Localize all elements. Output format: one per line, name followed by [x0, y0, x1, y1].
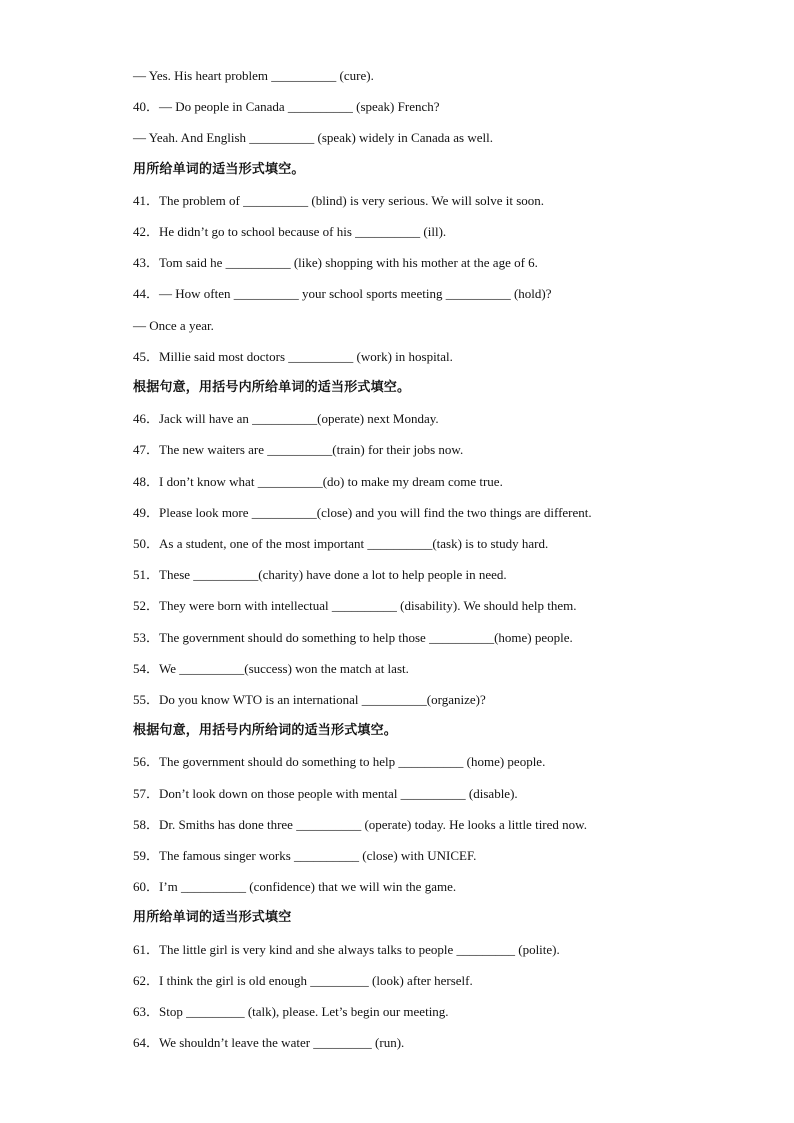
exercise-line: 50．As a student, one of the most important __________(task) is to study hard.: [133, 536, 549, 551]
exercise-line: 51．These __________(charity) have done a lot to help people in need.: [133, 567, 507, 583]
exercise-line: 42．He didn’t go to school because of his __________ (ill).: [133, 224, 447, 239]
exercise-line: 58．Dr. Smiths has done three __________ (operate) today. He looks a little tired now.: [133, 816, 587, 832]
exercise-line: 53．The government should do something to help those __________(home) people.: [133, 629, 573, 645]
exercise-line: 49．Please look more __________(close) and you will find the two things are different.: [133, 504, 592, 520]
exercise-line: 63．Stop _________ (talk), please. Let’s begin our meeting.: [133, 1004, 449, 1019]
exercise-line: 40．— Do people in Canada __________ (speak) French?: [133, 99, 440, 115]
exercise-line: 55．Do you know WTO is an international __________(organize)?: [133, 692, 486, 707]
exercise-line: 59．The famous singer works __________ (close) with UNICEF.: [133, 848, 477, 863]
exercise-line: 43．Tom said he __________ (like) shopping with his mother at the age of 6.: [133, 255, 538, 271]
exercise-line: 62．I think the girl is old enough _________ (look) after herself.: [133, 972, 473, 988]
exercise-line: 45．Millie said most doctors __________ (work) in hospital.: [133, 348, 453, 364]
exercise-line: 44．— How often __________ your school sports meeting __________ (hold)?: [133, 286, 552, 302]
exercise-line: 47．The new waiters are __________(train) for their jobs now.: [133, 442, 464, 458]
section-heading: 用所给单词的适当形式填空: [133, 910, 292, 926]
exercise-line: 46．Jack will have an __________(operate) next Monday.: [133, 411, 439, 427]
exercise-line: 61．The little girl is very kind and she always talks to people _________ (polite).: [133, 941, 560, 957]
exercise-line: 54．We __________(success) won the match at last.: [133, 660, 409, 676]
exercise-line: 56．The government should do something to help __________ (home) people.: [133, 754, 546, 770]
exercise-line: 48．I don’t know what __________(do) to make my dream come true.: [133, 473, 503, 489]
exercise-line: — Yeah. And English __________ (speak) widely in Canada as well.: [133, 130, 493, 146]
exercise-line: 60．I’m __________ (confidence) that we will win the game.: [133, 879, 457, 895]
exercise-line: 52．They were born with intellectual __________ (disability). We should help them.: [133, 598, 577, 614]
exercise-line: 64．We shouldn’t leave the water _________ (run).: [133, 1035, 405, 1051]
section-heading: 根据句意，用括号内所给单词的适当形式填空。: [133, 380, 411, 395]
exercise-line: — Once a year.: [133, 317, 214, 333]
exercise-line: 41．The problem of __________ (blind) is very serious. We will solve it soon.: [133, 192, 545, 208]
exercise-line: 57．Don’t look down on those people with mental __________ (disable).: [133, 785, 518, 801]
section-heading: 根据句意，用括号内所给词的适当形式填空。: [133, 723, 398, 739]
exercise-line: — Yes. His heart problem __________ (cure).: [133, 68, 374, 83]
section-heading: 用所给单词的适当形式填空。: [133, 161, 305, 177]
